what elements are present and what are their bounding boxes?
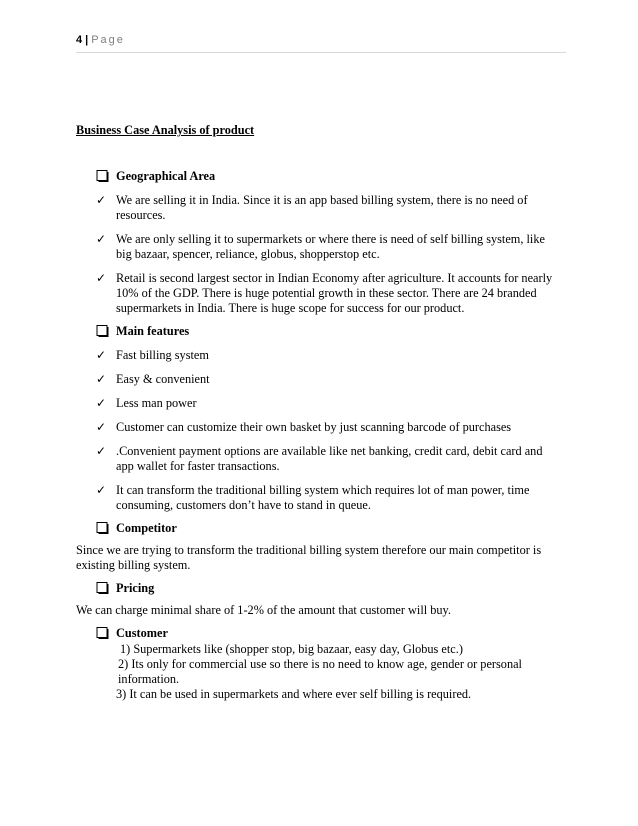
- list-item: [96, 271, 560, 316]
- list-item: [96, 483, 560, 513]
- list-item: [96, 193, 560, 223]
- section-heading-geographical: [96, 169, 560, 184]
- checkmark-icon: ✓: [96, 420, 107, 434]
- section-title: Geographical Area: [116, 169, 216, 183]
- list-item: [96, 444, 560, 474]
- page-number: 4: [76, 34, 83, 46]
- list-item-text: We are only selling it to supermarkets or where there is need of self billing system, like big bazaar, spencer, reliance, globus, shopperstop etc.: [116, 232, 545, 261]
- section-title: Competitor: [116, 521, 177, 535]
- list-item: [96, 372, 560, 387]
- list-item-text: Easy & convenient: [116, 372, 210, 386]
- list-item-text: Customer can customize their own basket by just scanning barcode of purchases: [116, 420, 512, 434]
- list-item: [96, 396, 560, 411]
- checkbox-bullet-icon: [96, 325, 109, 337]
- section-heading-pricing: [96, 581, 560, 596]
- list-item-text: It can transform the traditional billing system which requires lot of man power, time consuming, customers don’t have to stand in queue.: [116, 483, 530, 512]
- checkmark-icon: ✓: [96, 372, 107, 386]
- checkbox-bullet-icon: [96, 582, 109, 594]
- customer-line: 1) Supermarkets like (shopper stop, big bazaar, easy day, Globus etc.): [120, 642, 463, 656]
- checkbox-bullet-icon: [96, 522, 109, 534]
- pricing-paragraph: We can charge minimal share of 1-2% of the amount that customer will buy.: [76, 603, 451, 617]
- checkmark-icon: ✓: [96, 396, 107, 410]
- checkmark-icon: ✓: [96, 193, 107, 207]
- section-title: Main features: [116, 324, 190, 338]
- list-item-text: .Convenient payment options are available like net banking, credit card, debit card and app wallet for faster transactions.: [116, 444, 543, 473]
- checkbox-bullet-icon: [96, 627, 109, 639]
- customer-line: 2) Its only for commercial use so there is no need to know age, gender or personal information.: [118, 657, 522, 686]
- list-item-text: We are selling it in India. Since it is an app based billing system, there is no need of resources.: [116, 193, 528, 222]
- document-body: [76, 123, 560, 702]
- customer-line: 3) It can be used in supermarkets and where ever self billing is required.: [116, 687, 472, 701]
- section-heading-features: [96, 324, 560, 339]
- section-heading-customer: [96, 626, 560, 641]
- list-item: [96, 348, 560, 363]
- checkmark-icon: ✓: [96, 232, 107, 246]
- section-title: Pricing: [116, 581, 155, 595]
- checkmark-icon: ✓: [96, 348, 107, 362]
- checkmark-icon: ✓: [96, 444, 107, 458]
- checkmark-icon: ✓: [96, 483, 107, 497]
- competitor-paragraph: Since we are trying to transform the traditional billing system therefore our main competitor is existing billing system.: [76, 543, 542, 572]
- list-item-text: Less man power: [116, 396, 197, 410]
- page-header: [76, 34, 566, 53]
- page-label: Page: [91, 34, 125, 46]
- list-item: [96, 420, 560, 435]
- checkbox-bullet-icon: [96, 170, 109, 182]
- checkmark-icon: ✓: [96, 271, 107, 285]
- section-heading-competitor: [96, 521, 560, 536]
- list-item: [96, 232, 560, 262]
- list-item-text: Retail is second largest sector in Indian Economy after agriculture. It accounts for nearly 10% of the GDP. There is huge potential growth in these sector. There are 24 branded supermarkets in India. There is huge scope for success for our product.: [116, 271, 553, 315]
- header-separator: |: [85, 34, 89, 46]
- section-title: Customer: [116, 626, 168, 640]
- list-item-text: Fast billing system: [116, 348, 209, 362]
- document-title: Business Case Analysis of product: [76, 123, 255, 137]
